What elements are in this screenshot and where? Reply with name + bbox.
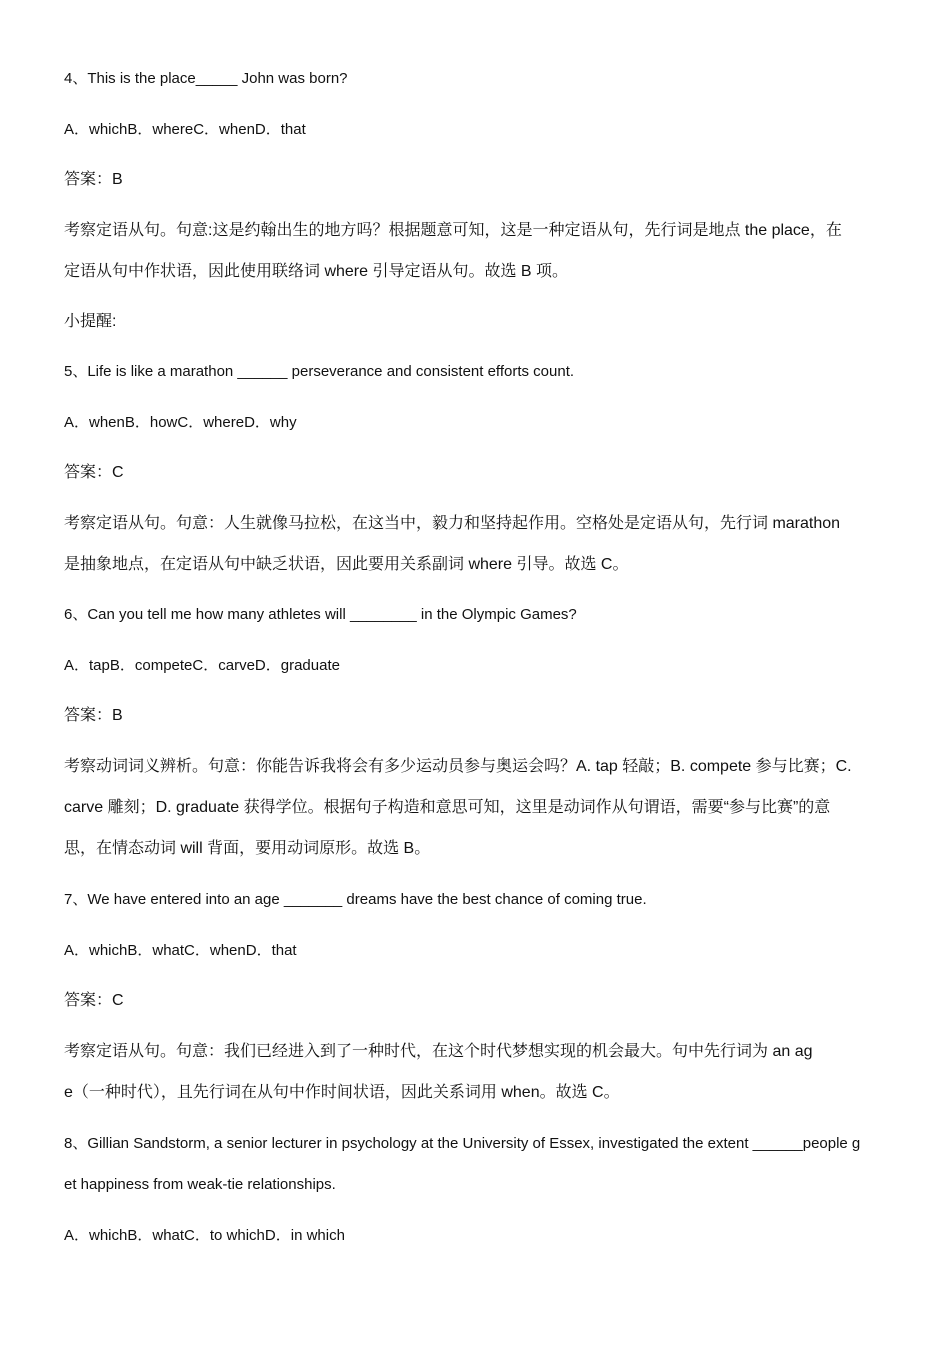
question-6-options: A．tapB．competeC．carveD．graduate [64, 657, 340, 674]
question-7-stem: 7、We have entered into an age _______ dreams have the best chance of coming true. [64, 891, 647, 908]
question-8-stem-line-2: et happiness from weak-tie relationships. [64, 1176, 336, 1193]
question-7-answer: 答案：C [64, 992, 124, 1009]
question-4-options: A．whichB．whereC．whenD．that [64, 121, 306, 138]
question-4-stem: 4、This is the place_____ John was born? [64, 70, 348, 87]
question-5-stem: 5、Life is like a marathon ______ perseverance and consistent efforts count. [64, 363, 575, 380]
question-4-explanation-line-2: 定语从句中作状语，因此使用联络词 where 引导定语从句。故选 B 项。 [64, 263, 569, 280]
question-6-stem: 6、Can you tell me how many athletes will ________ in the Olympic Games? [64, 606, 577, 623]
question-6-explanation-line-1: 考察动词词义辨析。句意：你能告诉我将会有多少运动员参与奥运会吗？A. tap 轻敲；B. compete 参与比赛；C. [64, 758, 852, 775]
question-7-explanation-line-1: 考察定语从句。句意：我们已经进入到了一种时代，在这个时代梦想实现的机会最大。句中先行词为 an ag [64, 1043, 813, 1060]
question-5-options: A．whenB．howC．whereD．why [64, 414, 297, 431]
question-7-options: A．whichB．whatC．whenD．that [64, 942, 297, 959]
question-6-explanation-line-2: carve 雕刻；D. graduate 获得学位。根据句子构造和意思可知，这里是动词作从句谓语，需要“参与比赛”的意 [64, 799, 831, 816]
question-4-answer: 答案：B [64, 171, 123, 188]
question-4-explanation-line-1: 考察定语从句。句意:这是约翰出生的地方吗？根据题意可知，这是一种定语从句，先行词是地点 the place，在 [64, 222, 842, 239]
question-8-options: A．whichB．whatC．to whichD．in which [64, 1227, 345, 1244]
question-6-answer: 答案：B [64, 707, 123, 724]
question-7-explanation-line-2: e（一种时代），且先行词在从句中作时间状语，因此关系词用 when。故选 C。 [64, 1084, 620, 1101]
question-5-answer: 答案：C [64, 464, 124, 481]
question-5-explanation-line-1: 考察定语从句。句意：人生就像马拉松，在这当中，毅力和坚持起作用。空格处是定语从句，先行词 marathon [64, 515, 841, 532]
question-4-tip: 小提醒: [64, 313, 117, 330]
question-8-stem-line-1: 8、Gillian Sandstorm, a senior lecturer in psychology at the University of Essex, investigated the extent ______people g [64, 1135, 861, 1152]
question-6-explanation-line-3: 思，在情态动词 will 背面，要用动词原形。故选 B。 [64, 840, 431, 857]
question-5-explanation-line-2: 是抽象地点，在定语从句中缺乏状语，因此要用关系副词 where 引导。故选 C。 [64, 556, 629, 573]
